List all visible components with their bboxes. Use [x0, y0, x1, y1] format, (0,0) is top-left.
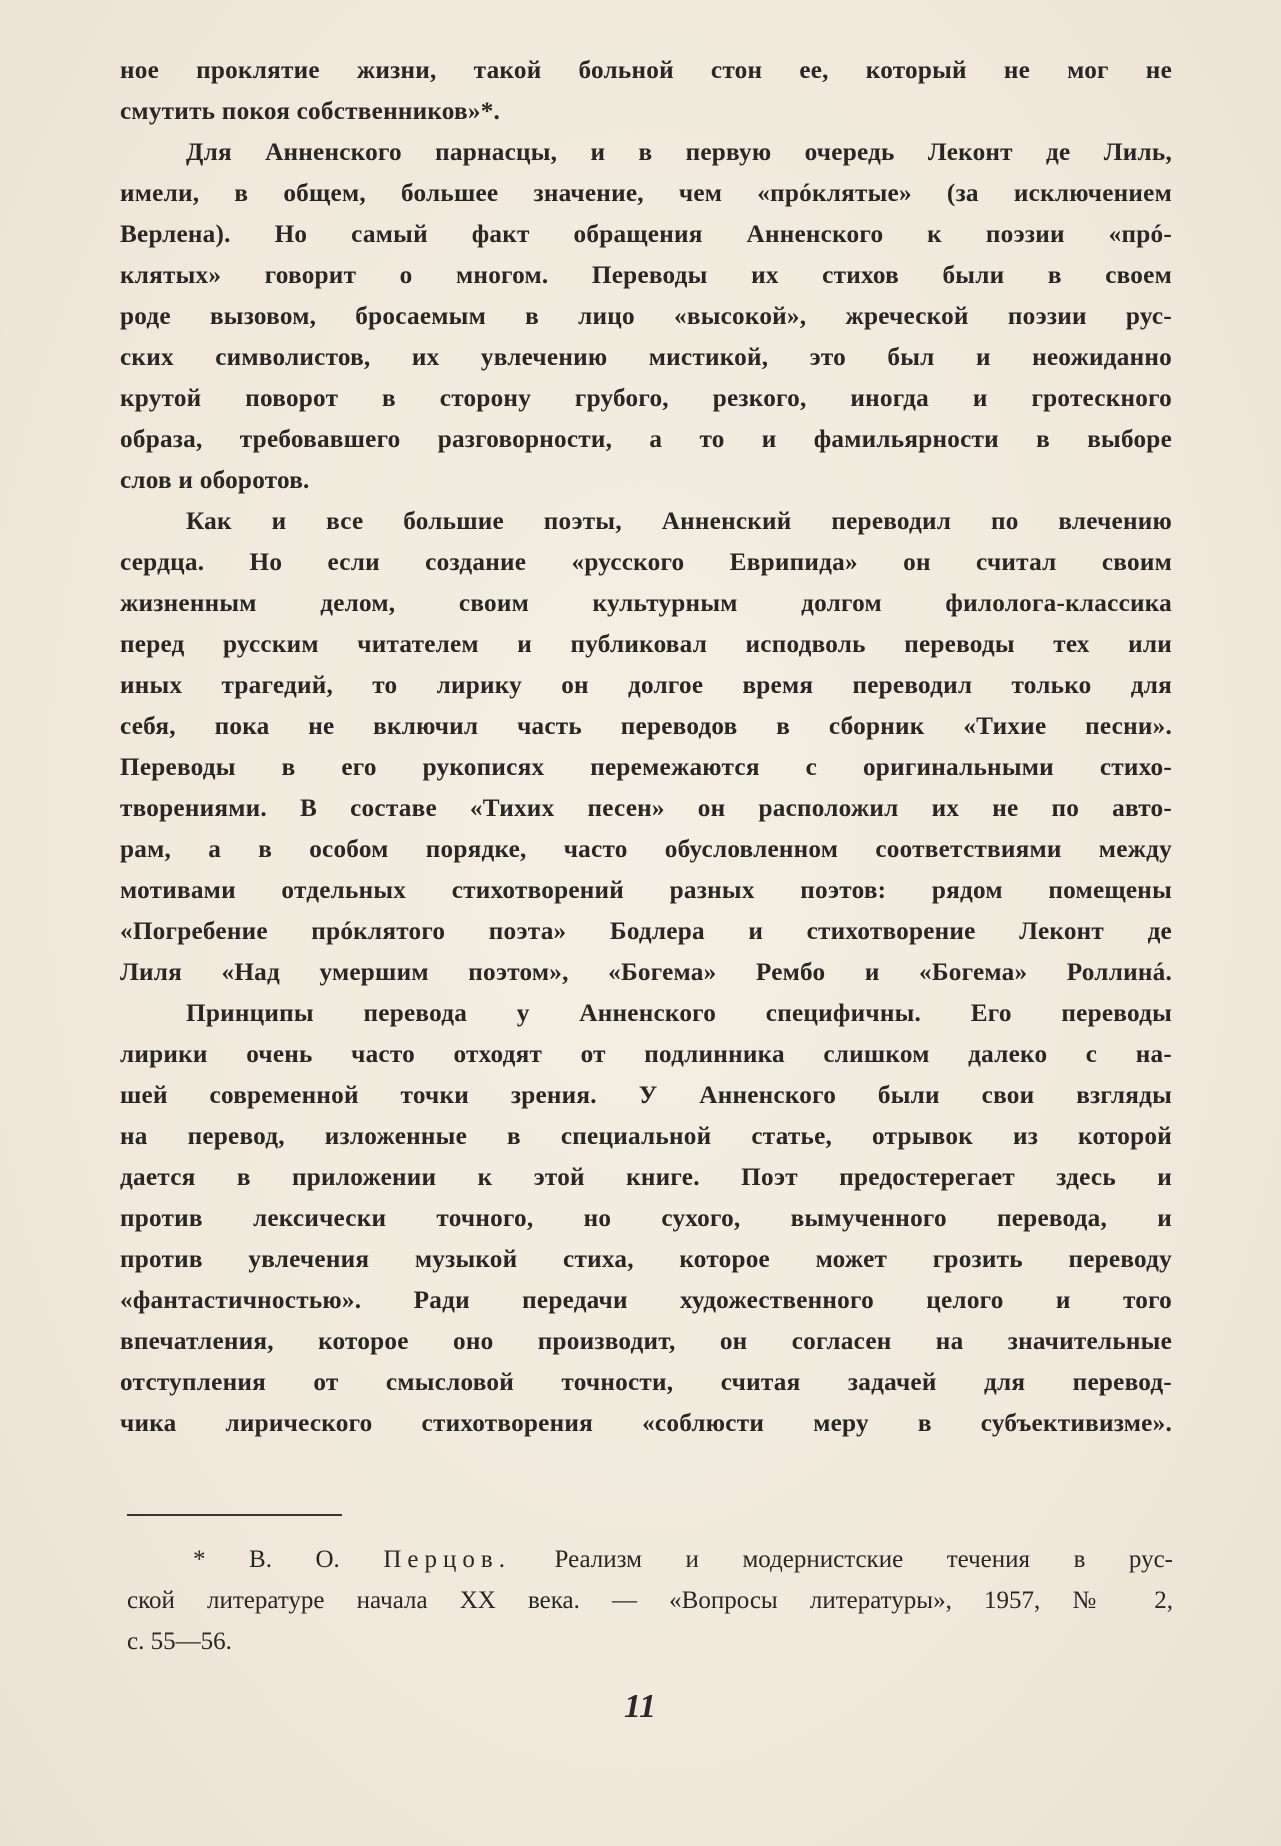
text-line: Лиля «Над умершим поэтом», «Богема» Рембо и «Богема» Роллинá. — [120, 959, 1172, 986]
body-text — [120, 50, 1172, 1444]
text-line: Для Анненского парнасцы, и в первую очередь Леконт де Лиль, — [186, 139, 1172, 166]
text-line: слов и оборотов. — [120, 467, 310, 494]
text-line: отступления от смысловой точности, считая задачей для перевод- — [120, 1369, 1172, 1396]
text-line: «Погребение прóклятого поэта» Бодлера и стихотворение Леконт де — [120, 918, 1172, 945]
footnote-author: Перцов. — [383, 1546, 511, 1573]
text-line: смутить покоя собственников»*. — [120, 98, 501, 125]
footnote-marker: * В. О. — [193, 1546, 340, 1573]
text-line: против лексически точного, но сухого, вымученного перевода, и — [120, 1205, 1172, 1232]
text-line: мотивами отдельных стихотворений разных поэтов: рядом помещены — [120, 877, 1172, 904]
text-line: крутой поворот в сторону грубого, резкого, иногда и гротескного — [120, 385, 1172, 412]
text-line: лирики очень часто отходят от подлинника слишком далеко с на- — [120, 1041, 1172, 1068]
text-line: «фантастичностью». Ради передачи художественного целого и того — [120, 1287, 1172, 1314]
text-line: сердца. Но если создание «русского Еврипида» он считал своим — [120, 549, 1172, 576]
footnote-divider — [127, 1514, 342, 1516]
text-line: впечатления, которое оно производит, он согласен на значительные — [120, 1328, 1172, 1355]
text-line: дается в приложении к этой книге. Поэт предостерегает здесь и — [120, 1164, 1172, 1191]
text-line: роде вызовом, бросаемым в лицо «высокой», жреческой поэзии рус- — [120, 303, 1172, 330]
text-line: иных трагедий, то лирику он долгое время переводил только для — [120, 672, 1172, 699]
footnote-title: Реализм и модернистские течения в рус- — [554, 1546, 1173, 1573]
text-line: Верлена). Но самый факт обращения Анненского к поэзии «прó- — [120, 221, 1172, 248]
text-line: на перевод, изложенные в специальной статье, отрывок из которой — [120, 1123, 1172, 1150]
text-line: против увлечения музыкой стиха, которое может грозить переводу — [120, 1246, 1172, 1273]
text-line: перед русским читателем и публиковал исподволь переводы тех или — [120, 631, 1172, 658]
text-line: рам, а в особом порядке, часто обусловленном соответствиями между — [120, 836, 1172, 863]
footnote-line — [127, 1539, 1173, 1580]
text-line: себя, пока не включил часть переводов в сборник «Тихие песни». — [120, 713, 1172, 740]
text-line: творениями. В составе «Тихих песен» он расположил их не по авто- — [120, 795, 1172, 822]
footnote — [127, 1539, 1173, 1662]
text-line: жизненным делом, своим культурным долгом филолога-классика — [120, 590, 1172, 617]
page-number: 11 — [623, 1688, 657, 1725]
footnote-line: ской литературе начала XX века. — «Вопросы литературы», 1957, № 2, — [127, 1587, 1173, 1614]
text-line: образа, требовавшего разговорности, а то и фамильярности в выборе — [120, 426, 1172, 453]
text-line: клятых» говорит о многом. Переводы их стихов были в своем — [120, 262, 1172, 289]
text-line: ное проклятие жизни, такой больной стон ее, который не мог не — [120, 57, 1172, 84]
footnote-line: с. 55—56. — [127, 1628, 232, 1655]
text-line: ских символистов, их увлечению мистикой, это был и неожиданно — [120, 344, 1172, 371]
text-line: Переводы в его рукописях перемежаются с оригинальными стихо- — [120, 754, 1172, 781]
text-line: имели, в общем, большее значение, чем «прóклятые» (за исключением — [120, 180, 1172, 207]
text-line: шей современной точки зрения. У Анненского были свои взгляды — [120, 1082, 1172, 1109]
text-line: Принципы перевода у Анненского специфичны. Его переводы — [186, 1000, 1172, 1027]
text-line: Как и все большие поэты, Анненский переводил по влечению — [186, 508, 1172, 535]
text-line: чика лирического стихотворения «соблюсти меру в субъективизме». — [120, 1410, 1172, 1437]
